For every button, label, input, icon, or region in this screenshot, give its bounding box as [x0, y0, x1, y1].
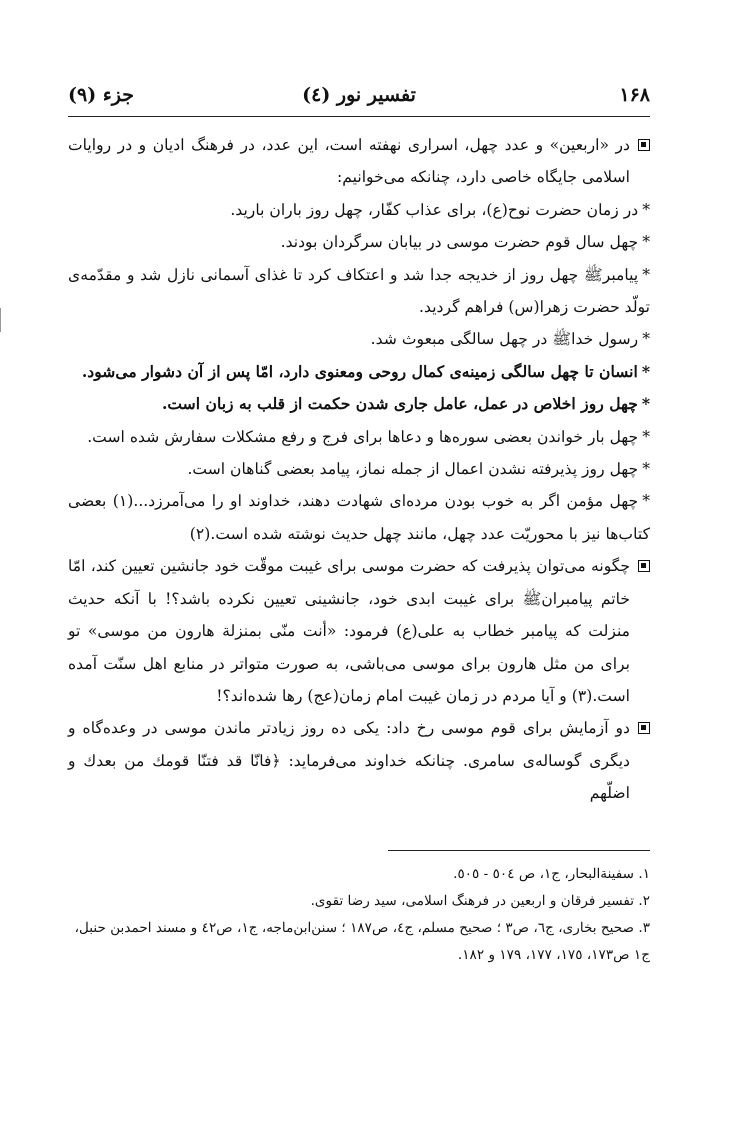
list-item: *در زمان حضرت نوح‌(ع)، برای عذاب کفّار، چهل روز باران بارید. [68, 194, 650, 226]
footnote: ۱. سفینة‌البحار، ج۱، ص ٥٠٤ - ٥٠٥. [453, 865, 650, 882]
footnote: ۳. صحیح بخاری، ج٦، ص۳ ؛ صحیح مسلم، ج٤، ص۱۸۷ ؛ سنن‌ابن‌ماجه، ج۱، ص٤۲ و مسند احمدبن حنبل، ج۱ ص۱۷۳، ۱۷٥، ۱۷۷، ۱۷۹ و ۱۸۲. [74, 919, 650, 963]
list-item: *چهل بار خواندن بعضی سوره‌ها و دعاها برای فرج و رفع مشکلات سفارش شده است. [68, 421, 650, 453]
section-paragraph: چگونه می‌توان پذیرفت که حضرت موسی برای غیبت موقّت خود جانشین تعیین کند، امّا خاتم پیامبرانﷺ برای غیبت ابدی خود، جانشینی تعیین نکرده باشد؟! با آنکه حدیث منزلت که پیامبر خطاب به علی(ع) فرمود: «أنت منّی بمنزلة هارون من موسی» تو برای من مثل هارون برای موسی می‌باشی، به صورت متواتر در منابع اهل سنّت آمده است.(۳) و آیا مردم در زمان غیبت امام زمان(عج) رها شده‌اند؟! [68, 550, 650, 712]
list-item: *چهل مؤمن اگر به خوب بودن مرده‌ای شهادت دهند، خداوند او را می‌آمرزد...(۱) بعضی کتاب‌ها نیز با محوریّت عدد چهل، مانند چهل حدیث نوشته شده است.(۲) [68, 485, 650, 550]
square-bullet-icon [638, 139, 650, 151]
list-item: *چهل روز اخلاص در عمل، عامل جاری شدن حکمت از قلب به زبان است. [68, 388, 650, 420]
asterisk-icon: * [641, 394, 650, 414]
section-paragraph: در «اربعین» و عدد چهل، اسراری نهفته است، این عدد، در فرهنگ ادیان و در روایات اسلامی جایگاه خاصی دارد، چنانکه می‌خوانیم: [68, 129, 650, 194]
margin-mark [0, 308, 1, 332]
list-item: *چهل روز پذیرفته نشدن اعمال از جمله نماز، پیامد بعضی گناهان است. [68, 453, 650, 485]
page-header [68, 82, 650, 117]
page-number: ۱۶۸ [619, 84, 650, 106]
list-item: *پیامبرﷺ چهل روز از خدیجه جدا شد و اعتکاف کرد تا غذای آسمانی نازل شد و مقدّمه‌ی تولّد حضرت زهرا(س) فراهم گردید. [68, 259, 650, 324]
asterisk-icon: * [642, 233, 650, 252]
footnote: ۲. تفسیر فرقان و اربعین در فرهنگ اسلامی، سید رضا تقوی. [310, 892, 650, 909]
footnote-divider [388, 850, 650, 851]
footnotes [68, 861, 650, 969]
running-title: تفسیر نور (٤) [302, 84, 416, 106]
list-item: *چهل سال قوم حضرت موسی در بیابان سرگردان بودند. [68, 226, 650, 258]
asterisk-icon: * [642, 265, 650, 284]
asterisk-icon: * [642, 200, 650, 219]
list-item: *انسان تا چهل سالگی زمینه‌ی کمال روحی ومعنوی دارد، امّا پس از آن دشوار می‌شود. [68, 356, 650, 388]
page-body [68, 129, 650, 810]
list-item: *رسول خداﷺ در چهل سالگی مبعوث شد. [68, 323, 650, 355]
asterisk-icon: * [642, 460, 650, 479]
document-page [68, 82, 650, 969]
asterisk-icon: * [642, 330, 650, 349]
asterisk-icon: * [641, 361, 650, 381]
asterisk-icon: * [642, 492, 650, 511]
asterisk-icon: * [642, 427, 650, 446]
part-label: جزء (۹) [68, 84, 134, 106]
section-paragraph: دو آزمایش برای قوم موسی رخ داد: یکی ده روز زیادتر ماندن موسی در وعده‌گاه و دیگری گوساله‌ی سامری. چنانکه خداوند می‌فرماید: ﴿فانّا قد فتنّا قومك من بعدك و اضلّهم [68, 712, 650, 809]
square-bullet-icon [638, 560, 650, 572]
square-bullet-icon [638, 722, 650, 734]
